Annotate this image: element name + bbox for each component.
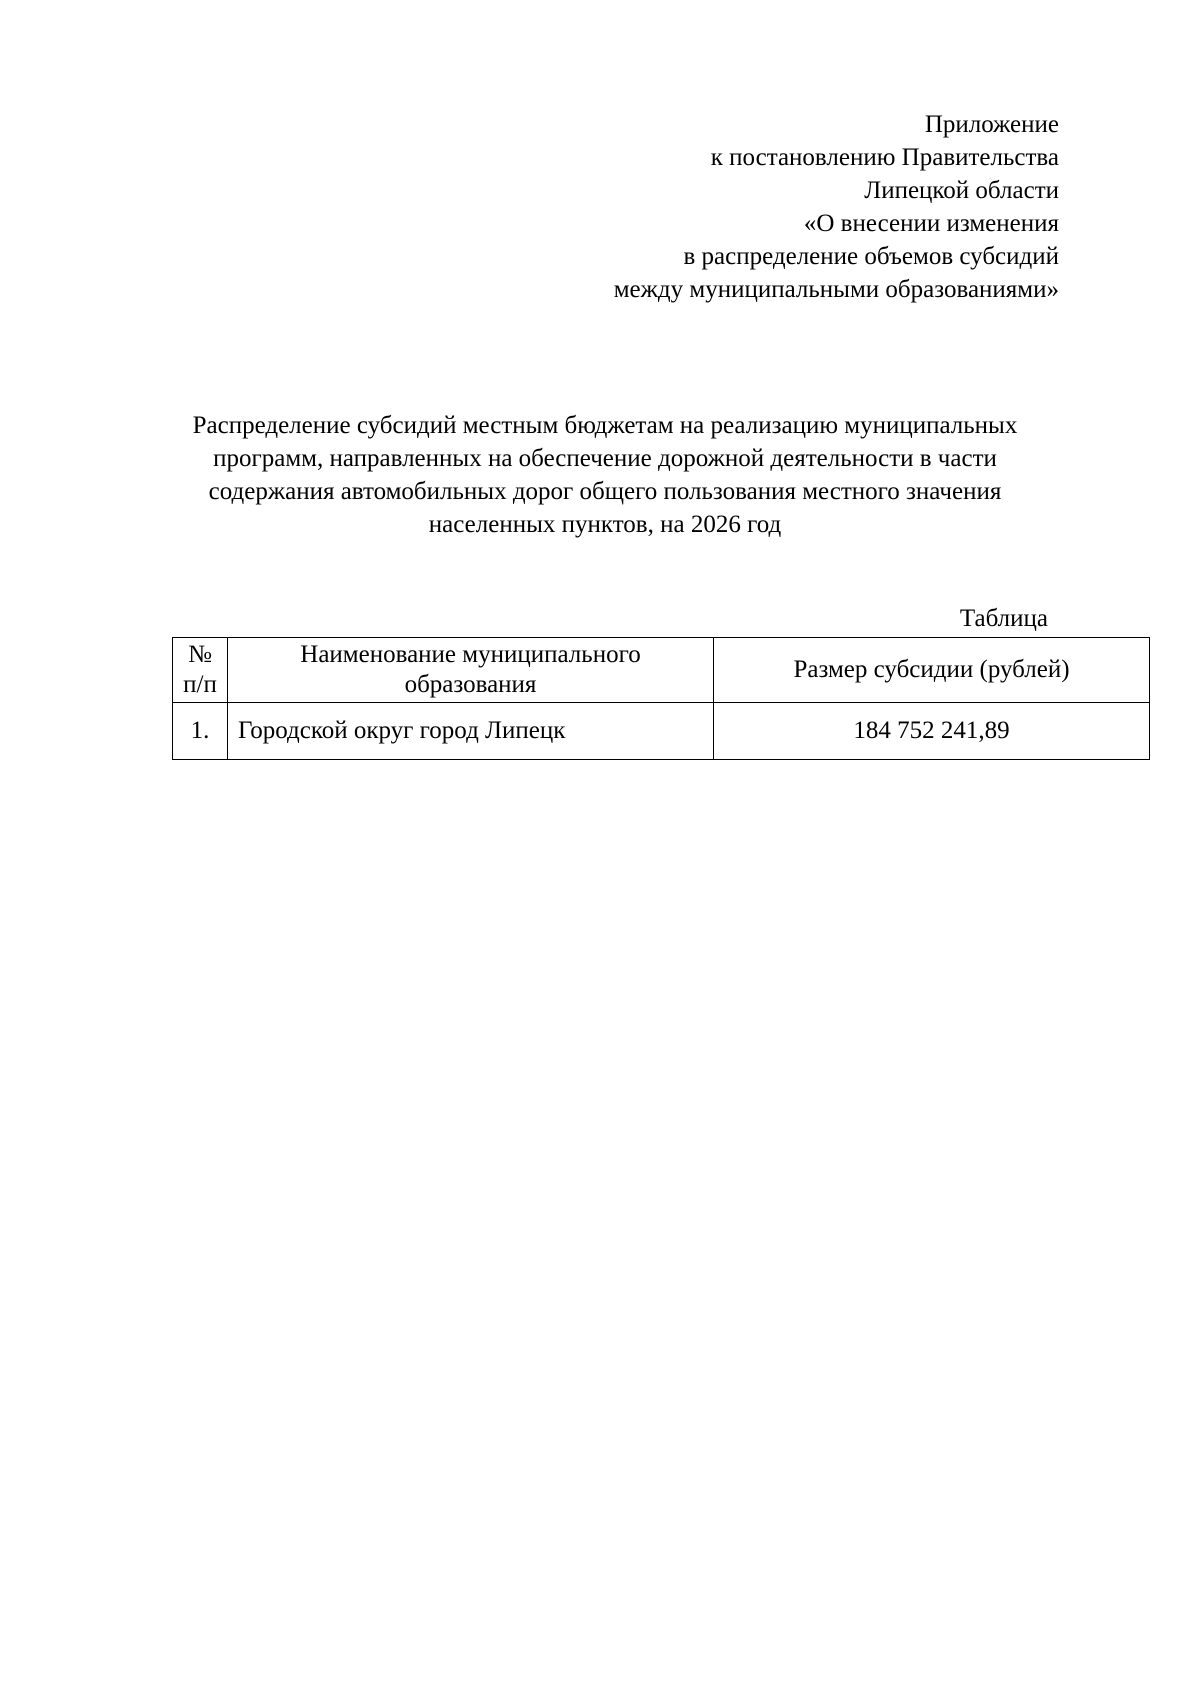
table-caption: Таблица (959, 605, 1048, 632)
header-num-line: № (188, 641, 212, 668)
appendix-line: Приложение (924, 111, 1059, 138)
header-num-line: п/п (183, 671, 217, 698)
header-amount: Размер субсидии (рублей) (714, 638, 1150, 703)
subsidy-table (172, 637, 1150, 760)
title-line: содержания автомобильных дорог общего пользования местного значения (208, 478, 1002, 505)
table-header-row (173, 638, 1150, 703)
title-line: программ, направленных на обеспечение дорожной деятельности в части (213, 445, 997, 472)
header-name-line: образования (404, 671, 537, 698)
row-num: 1. (173, 703, 228, 760)
appendix-block (614, 108, 1059, 306)
row-amount: 184 752 241,89 (714, 703, 1150, 760)
document-title (160, 409, 1050, 541)
appendix-line: в распределение объемов субсидий (683, 243, 1059, 270)
header-name-line: Наименование муниципального (300, 641, 641, 668)
header-num (173, 638, 228, 703)
table-row (173, 703, 1150, 760)
appendix-line: Липецкой области (864, 177, 1059, 204)
appendix-line: между муниципальными образованиями» (613, 276, 1059, 303)
header-name (228, 638, 714, 703)
title-line: Распределение субсидий местным бюджетам на реализацию муниципальных (192, 412, 1018, 439)
appendix-line: к постановлению Правительства (710, 144, 1059, 171)
appendix-line: «О внесении изменения (803, 210, 1059, 237)
title-line: населенных пунктов, на 2026 год (428, 511, 782, 538)
row-name: Городской округ город Липецк (228, 703, 714, 760)
